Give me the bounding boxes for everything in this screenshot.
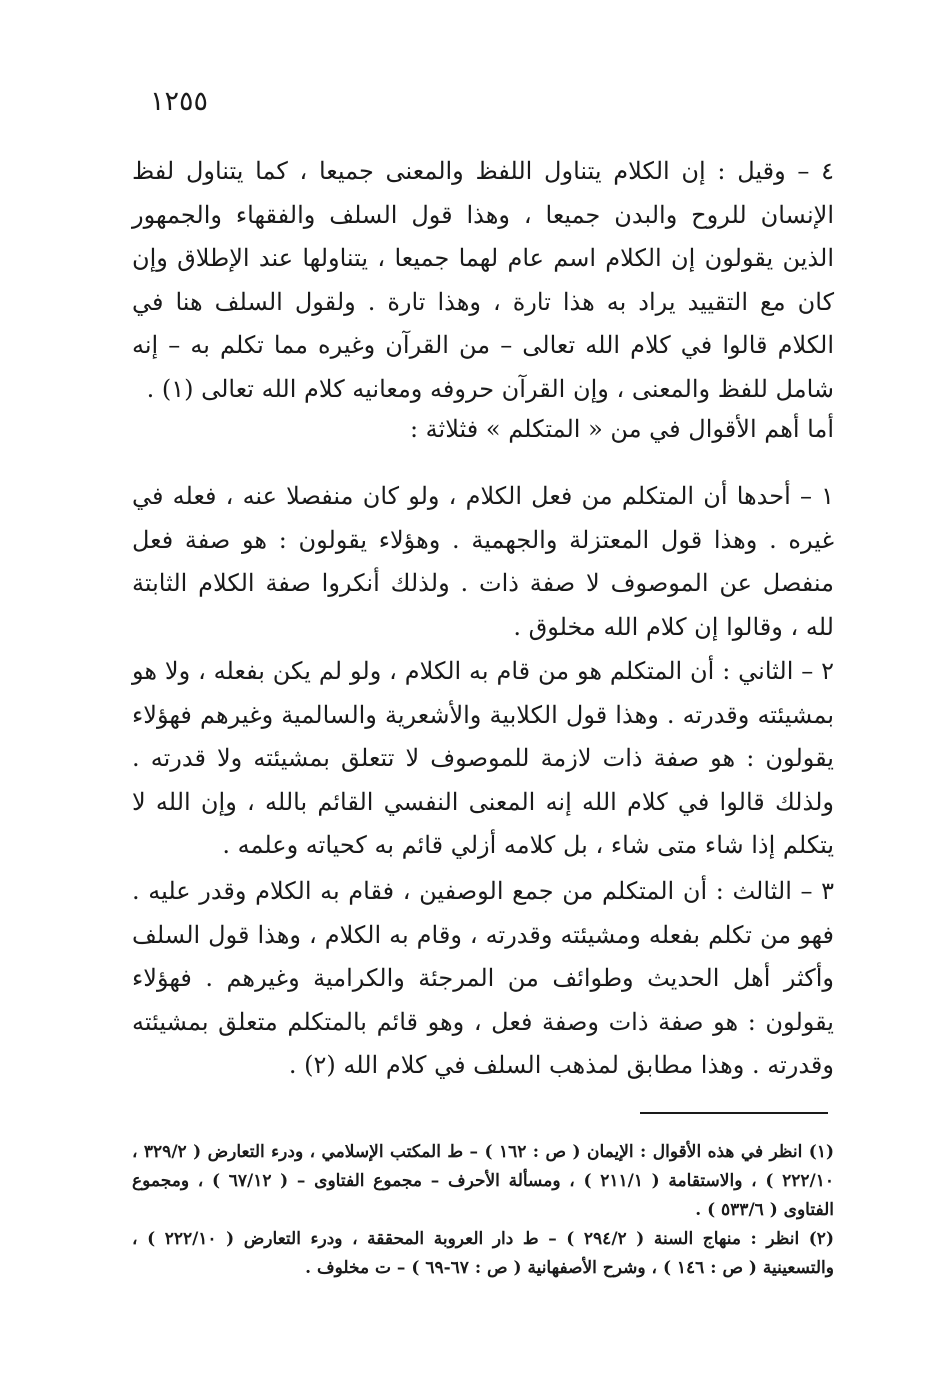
- paragraph-text: ١ – أحدها أن المتكلم من فعل الكلام ، ولو كان منفصلا عنه ، فعله في غيره . وهذا قول المعتزلة والجهمية . وهؤلاء يقولون : هو صفة فعل منفصل عن الموصوف لا صفة ذات . ولذلك أنكروا صفة الكلام الثابتة لله ، وقالوا إن كلام الله مخلوق .: [132, 482, 834, 641]
- paragraph-heading-mutakallim: [132, 408, 834, 452]
- footnote-2: (٢) انظر : منهاج السنة ( ٢٩٤/٢ ) – ط دار العروبة المحققة ، ودرء التعارض ( ٢٢٢/١٠ ) ، والتسعينية ( ص : ١٤٦ ) ، وشرح الأصفهانية ( ص : ٦٧-٦٩ ) – ت مخلوف .: [132, 1229, 834, 1278]
- paragraph-third-opinion: [132, 870, 834, 1088]
- paragraph-4-kalam-lafz-maana: [132, 150, 834, 411]
- paragraph-text: أما أهم الأقوال في من « المتكلم » فثلاثة :: [409, 415, 834, 443]
- page-number: ١٢٥٥: [150, 86, 209, 117]
- paragraph-text: ٤ – وقيل : إن الكلام يتناول اللفظ والمعنى جميعا ، كما يتناول لفظ الإنسان للروح والبدن جميعا ، وهذا قول السلف والفقهاء والجمهور الذين يقولون إن الكلام اسم عام لهما جميعا ، يتناولها عند الإطلاق وإن كان مع التقييد يراد به هذا تارة ، وهذا تارة . ولقول السلف هنا في الكلام قالوا في كلام الله تعالى – من القرآن وغيره مما تكلم به – إنه شامل للفظ والمعنى ، وإن القرآن حروفه ومعانيه كلام الله تعالى (١) .: [132, 157, 834, 403]
- paragraph-first-opinion: [132, 475, 834, 649]
- footnote-1: (١) انظر في هذه الأقوال : الإيمان ( ص : ١٦٢ ) – ط المكتب الإسلامي ، ودرء التعارض ( ٣٢٩/٢ ، ٢٢٢/١٠ ) ، والاستقامة ( ٢١١/١ ) ، ومسألة الأحرف – مجموع الفتاوى – ( ٦٧/١٢ ) ، ومجموع الفتاوى ( ٥٣٣/٦ ) .: [132, 1142, 834, 1220]
- paragraph-second-opinion: [132, 650, 834, 868]
- paragraph-text: ٣ – الثالث : أن المتكلم من جمع الوصفين ، فقام به الكلام وقدر عليه . فهو من تكلم بفعله ومشيئته وقدرته ، وقام به الكلام ، وهذا قول السلف وأكثر أهل الحديث وطوائف من المرجئة والكرامية وغيرهم . فهؤلاء يقولون : هو صفة ذات وصفة فعل ، وهو قائم بالمتكلم متعلق بمشيئته وقدرته . وهذا مطابق لمذهب السلف في كلام الله (٢) .: [132, 877, 834, 1079]
- paragraph-text: ٢ – الثاني : أن المتكلم هو من قام به الكلام ، ولو لم يكن بفعله ، ولا هو بمشيئته وقدرته . وهذا قول الكلابية والأشعرية والسالمية وغيرهم فهؤلاء يقولون : هو صفة ذات لازمة للموصوف لا تتعلق بمشيئته ولا قدرته . ولذلك قالوا في كلام الله إنه المعنى النفسي القائم بالله ، وإن الله لا يتكلم إذا شاء متى شاء ، بل كلامه أزلي قائم به كحياته وعلمه .: [132, 657, 834, 859]
- footnote-divider: [640, 1112, 828, 1114]
- footnotes: [132, 1138, 834, 1283]
